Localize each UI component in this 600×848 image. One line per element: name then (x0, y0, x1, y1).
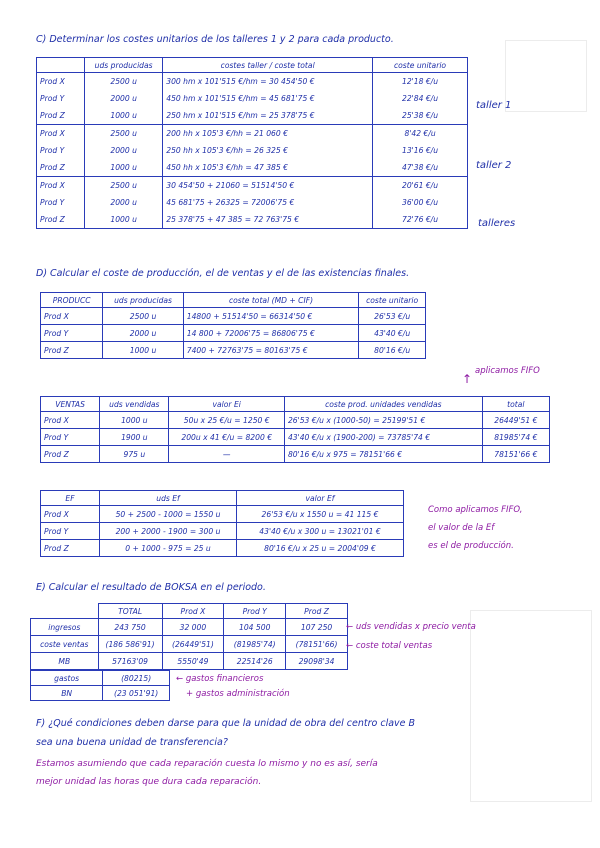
total-cell: (186 586'91) (98, 636, 162, 653)
prod-x-cell: 5550'49 (162, 653, 224, 670)
table-row (37, 73, 468, 91)
total-cell: 243 750 (98, 619, 162, 636)
uds-cell: 2500 u (85, 125, 163, 143)
produccion-table (40, 292, 426, 359)
unitario-cell: 22'84 €/u (373, 90, 468, 107)
total-cell: 26449'51 € (482, 412, 549, 429)
resultado-table (30, 603, 348, 670)
uds-ef-cell: 200 + 2000 - 1900 = 300 u (100, 523, 237, 540)
table-row (37, 125, 468, 143)
uds-ef-cell: 0 + 1000 - 975 = 25 u (100, 540, 237, 557)
uds-cell: 2000 u (103, 325, 183, 342)
fifo-arrow: ↑ (462, 372, 473, 386)
ef-note-1: Como aplicamos FIFO, (428, 505, 523, 515)
unitario-cell: 12'18 €/u (373, 73, 468, 91)
valor-ef-cell: 26'53 €/u x 1550 u = 41 115 € (237, 506, 404, 523)
product-label: Prod X (37, 73, 85, 91)
gastos-bn-table (30, 670, 170, 701)
table-row (37, 194, 468, 211)
ef-table (40, 490, 404, 557)
gastos-label: gastos (31, 671, 103, 686)
prod-h1: uds producidas (103, 293, 183, 308)
ventas-h3: coste prod. unidades vendidas (284, 397, 482, 412)
section-f-heading-2: sea una buena unidad de transferencia? (36, 737, 228, 748)
table-row (41, 506, 404, 523)
unitario-cell: 26'53 €/u (359, 308, 426, 325)
coste-total-cell: 14 800 + 72006'75 = 86806'75 € (183, 325, 359, 342)
coste-prod-cell: 80'16 €/u x 975 = 78151'66 € (284, 446, 482, 463)
bleed-through-box (505, 40, 587, 112)
prod-z-cell: 107 250 (286, 619, 348, 636)
prod-y-cell: 22514'26 (224, 653, 286, 670)
prod-h0: PRODUCC (41, 293, 103, 308)
valor-ei-cell: 200u x 41 €/u = 8200 € (169, 429, 284, 446)
product-label: Prod Z (37, 211, 85, 229)
label-taller-1: taller 1 (476, 100, 512, 111)
uds-cell: 2000 u (85, 142, 163, 159)
ventas-h4: total (482, 397, 549, 412)
uds-vendidas-cell: 1900 u (100, 429, 169, 446)
unitario-cell: 8'42 €/u (373, 125, 468, 143)
res-h0 (31, 604, 99, 619)
product-label: Prod Y (41, 429, 100, 446)
table-row (37, 211, 468, 229)
note-coste-ventas: ← coste total ventas (346, 641, 433, 651)
table-row (37, 107, 468, 125)
col-uds: uds producidas (85, 58, 163, 73)
table-row (41, 429, 550, 446)
section-f-heading-1: F) ¿Qué condiciones deben darse para que la unidad de obra del centro clave B (36, 718, 416, 729)
table-row (41, 523, 404, 540)
section-c-table (36, 57, 468, 229)
section-c-heading: C) Determinar los costes unitarios de los talleres 1 y 2 para cada producto. (36, 34, 394, 45)
col-costes: costes taller / coste total (163, 58, 373, 73)
coste-prod-cell: 26'53 €/u x (1000-50) = 25199'51 € (284, 412, 482, 429)
product-label: Prod Y (37, 90, 85, 107)
unitario-cell: 72'76 €/u (373, 211, 468, 229)
product-label: Prod Z (41, 540, 100, 557)
table-row (37, 142, 468, 159)
ventas-h1: uds vendidas (100, 397, 169, 412)
product-label: Prod X (41, 308, 103, 325)
note-gastos-fin: ← gastos financieros (176, 674, 264, 684)
coste-cell: 30 454'50 + 21060 = 51514'50 € (163, 177, 373, 195)
ef-note-2: el valor de la Ef (428, 523, 495, 533)
table-row (37, 177, 468, 195)
total-cell: 81985'74 € (482, 429, 549, 446)
uds-cell: 2500 u (103, 308, 183, 325)
row-label: MB (31, 653, 99, 670)
prod-x-cell: (26449'51) (162, 636, 224, 653)
note-gastos-admin: + gastos administración (186, 689, 290, 699)
product-label: Prod Y (37, 194, 85, 211)
product-label: Prod Y (41, 523, 100, 540)
valor-ei-cell: 50u x 25 €/u = 1250 € (169, 412, 284, 429)
uds-cell: 1000 u (85, 159, 163, 177)
ef-note-3: es el de producción. (428, 541, 514, 551)
res-h1: TOTAL (98, 604, 162, 619)
uds-cell: 1000 u (85, 107, 163, 125)
product-label: Prod X (37, 125, 85, 143)
prod-y-cell: 104 500 (224, 619, 286, 636)
prod-x-cell: 32 000 (162, 619, 224, 636)
product-label: Prod Y (41, 325, 103, 342)
product-label: Prod Z (41, 342, 103, 359)
table-row (41, 540, 404, 557)
table-row (37, 159, 468, 177)
ventas-table (40, 396, 550, 463)
coste-cell: 250 hm x 101'515 €/hm = 25 378'75 € (163, 107, 373, 125)
table-row (41, 412, 550, 429)
product-label: Prod Y (37, 142, 85, 159)
table-row (37, 90, 468, 107)
product-label: Prod X (41, 506, 100, 523)
total-cell: 78151'66 € (482, 446, 549, 463)
section-f-answer-2: mejor unidad las horas que dura cada reparación. (36, 777, 262, 787)
coste-cell: 200 hh x 105'3 €/hh = 21 060 € (163, 125, 373, 143)
ef-h2: valor Ef (237, 491, 404, 506)
row-label: coste ventas (31, 636, 99, 653)
table-row (41, 446, 550, 463)
fifo-note: aplicamos FIFO (475, 366, 540, 376)
coste-cell: 450 hm x 101'515 €/hm = 45 681'75 € (163, 90, 373, 107)
unitario-cell: 20'61 €/u (373, 177, 468, 195)
prod-h2: coste total (MD + CIF) (183, 293, 359, 308)
product-label: Prod Z (37, 159, 85, 177)
label-talleres: talleres (478, 218, 516, 229)
coste-total-cell: 14800 + 51514'50 = 66314'50 € (183, 308, 359, 325)
prod-y-cell: (81985'74) (224, 636, 286, 653)
table-row (31, 636, 348, 653)
table-row (31, 619, 348, 636)
bleed-through-grid (470, 610, 592, 802)
uds-cell: 1000 u (103, 342, 183, 359)
coste-cell: 250 hh x 105'3 €/hh = 26 325 € (163, 142, 373, 159)
valor-ef-cell: 80'16 €/u x 25 u = 2004'09 € (237, 540, 404, 557)
section-f-answer-1: Estamos asumiendo que cada reparación cuesta lo mismo y no es así, sería (36, 759, 378, 769)
unitario-cell: 13'16 €/u (373, 142, 468, 159)
uds-cell: 1000 u (85, 211, 163, 229)
note-ingresos: ← uds vendidas x precio venta (346, 622, 476, 632)
col-unitario: coste unitario (373, 58, 468, 73)
res-h2: Prod X (162, 604, 224, 619)
coste-cell: 25 378'75 + 47 385 = 72 763'75 € (163, 211, 373, 229)
uds-vendidas-cell: 1000 u (100, 412, 169, 429)
table-row (41, 342, 426, 359)
coste-cell: 300 hm x 101'515 €/hm = 30 454'50 € (163, 73, 373, 91)
uds-ef-cell: 50 + 2500 - 1000 = 1550 u (100, 506, 237, 523)
product-label: Prod X (37, 177, 85, 195)
unitario-cell: 36'00 €/u (373, 194, 468, 211)
label-taller-2: taller 2 (476, 160, 512, 171)
product-label: Prod Z (37, 107, 85, 125)
coste-prod-cell: 43'40 €/u x (1900-200) = 73785'74 € (284, 429, 482, 446)
unitario-cell: 80'16 €/u (359, 342, 426, 359)
coste-cell: 45 681'75 + 26325 = 72006'75 € (163, 194, 373, 211)
product-label: Prod X (41, 412, 100, 429)
table-row (31, 653, 348, 670)
product-label: Prod Z (41, 446, 100, 463)
ventas-h2: valor Ei (169, 397, 284, 412)
table-row (41, 308, 426, 325)
section-e-heading: E) Calcular el resultado de BOKSA en el periodo. (36, 582, 266, 593)
coste-cell: 450 hh x 105'3 €/hh = 47 385 € (163, 159, 373, 177)
uds-cell: 2000 u (85, 194, 163, 211)
valor-ef-cell: 43'40 €/u x 300 u = 13021'01 € (237, 523, 404, 540)
ventas-h0: VENTAS (41, 397, 100, 412)
coste-total-cell: 7400 + 72763'75 = 80163'75 € (183, 342, 359, 359)
prod-z-cell: (78151'66) (286, 636, 348, 653)
blank-header (37, 58, 85, 73)
total-cell: 57163'09 (98, 653, 162, 670)
gastos-value: (80215) (103, 671, 170, 686)
uds-vendidas-cell: 975 u (100, 446, 169, 463)
unitario-cell: 43'40 €/u (359, 325, 426, 342)
uds-cell: 2500 u (85, 177, 163, 195)
unitario-cell: 25'38 €/u (373, 107, 468, 125)
unitario-cell: 47'38 €/u (373, 159, 468, 177)
table-row (41, 325, 426, 342)
section-d-heading: D) Calcular el coste de producción, el de ventas y el de las existencias finales. (36, 268, 410, 279)
row-label: ingresos (31, 619, 99, 636)
res-h3: Prod Y (224, 604, 286, 619)
uds-cell: 2500 u (85, 73, 163, 91)
ef-h0: EF (41, 491, 100, 506)
valor-ei-cell: — (169, 446, 284, 463)
prod-h3: coste unitario (359, 293, 426, 308)
bn-label: BN (31, 686, 103, 701)
res-h4: Prod Z (286, 604, 348, 619)
bn-value: (23 051'91) (103, 686, 170, 701)
prod-z-cell: 29098'34 (286, 653, 348, 670)
uds-cell: 2000 u (85, 90, 163, 107)
ef-h1: uds Ef (100, 491, 237, 506)
